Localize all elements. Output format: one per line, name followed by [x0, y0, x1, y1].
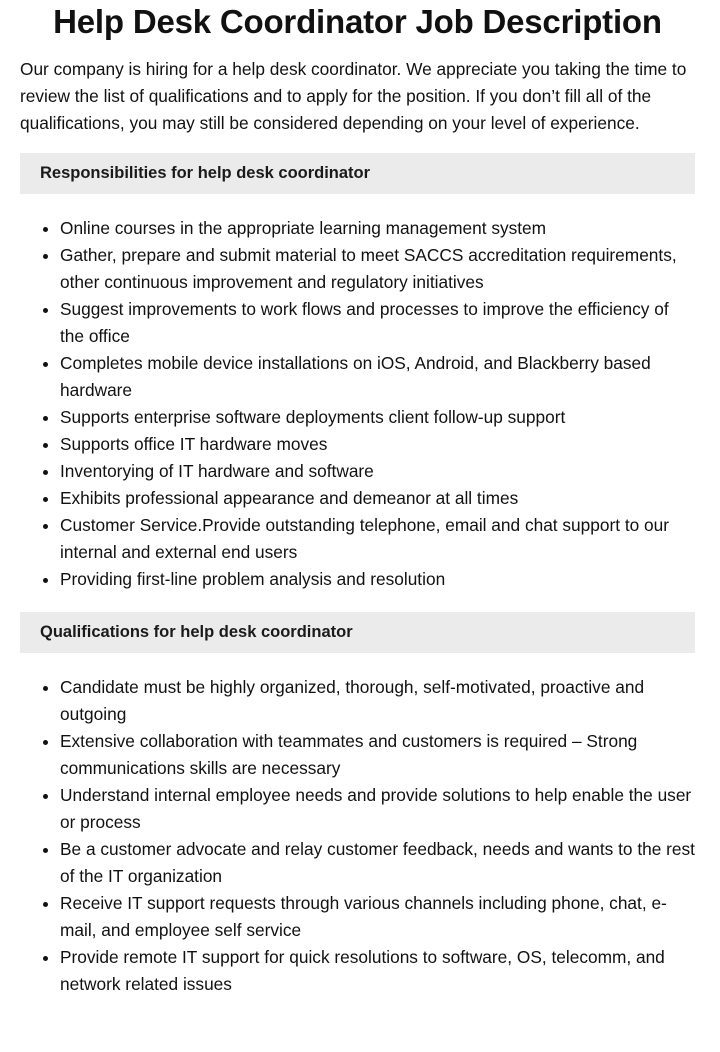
- page-title: Help Desk Coordinator Job Description: [53, 3, 662, 40]
- qualifications-heading: Qualifications for help desk coordinator: [20, 612, 695, 653]
- list-item: • Providing first-line problem analysis and resolution: [60, 566, 695, 593]
- list-item: • Completes mobile device installations on iOS, Android, and Blackberry based hardware: [60, 350, 695, 404]
- list-item: • Inventorying of IT hardware and software: [60, 458, 695, 485]
- list-item: • Supports enterprise software deployments client follow-up support: [60, 404, 695, 431]
- responsibilities-list: [20, 215, 695, 593]
- list-item: • Customer Service.Provide outstanding telephone, email and chat support to our internal and external end users: [60, 512, 695, 566]
- list-item: • Exhibits professional appearance and demeanor at all times: [60, 485, 695, 512]
- qualifications-list: [20, 674, 695, 998]
- list-item: • Receive IT support requests through various channels including phone, chat, e-mail, and employee self service: [60, 890, 695, 944]
- list-item: • Understand internal employee needs and provide solutions to help enable the user or process: [60, 782, 695, 836]
- list-item: • Online courses in the appropriate learning management system: [60, 215, 695, 242]
- list-item: • Be a customer advocate and relay customer feedback, needs and wants to the rest of the IT organization: [60, 836, 695, 890]
- list-item: • Gather, prepare and submit material to meet SACCS accreditation requirements, other continuous improvement and regulatory initiatives: [60, 242, 695, 296]
- list-item: • Extensive collaboration with teammates and customers is required – Strong communications skills are necessary: [60, 728, 695, 782]
- list-item: • Provide remote IT support for quick resolutions to software, OS, telecomm, and network related issues: [60, 944, 695, 998]
- intro-paragraph: Our company is hiring for a help desk coordinator. We appreciate you taking the time to review the list of qualifications and to apply for the position. If you don’t fill all of the qualifications, you may still be considered depending on your level of experience.: [20, 59, 687, 133]
- responsibilities-heading: Responsibilities for help desk coordinator: [20, 153, 695, 194]
- list-item: • Supports office IT hardware moves: [60, 431, 695, 458]
- list-item: • Suggest improvements to work flows and processes to improve the efficiency of the office: [60, 296, 695, 350]
- list-item: • Candidate must be highly organized, thorough, self-motivated, proactive and outgoing: [60, 674, 695, 728]
